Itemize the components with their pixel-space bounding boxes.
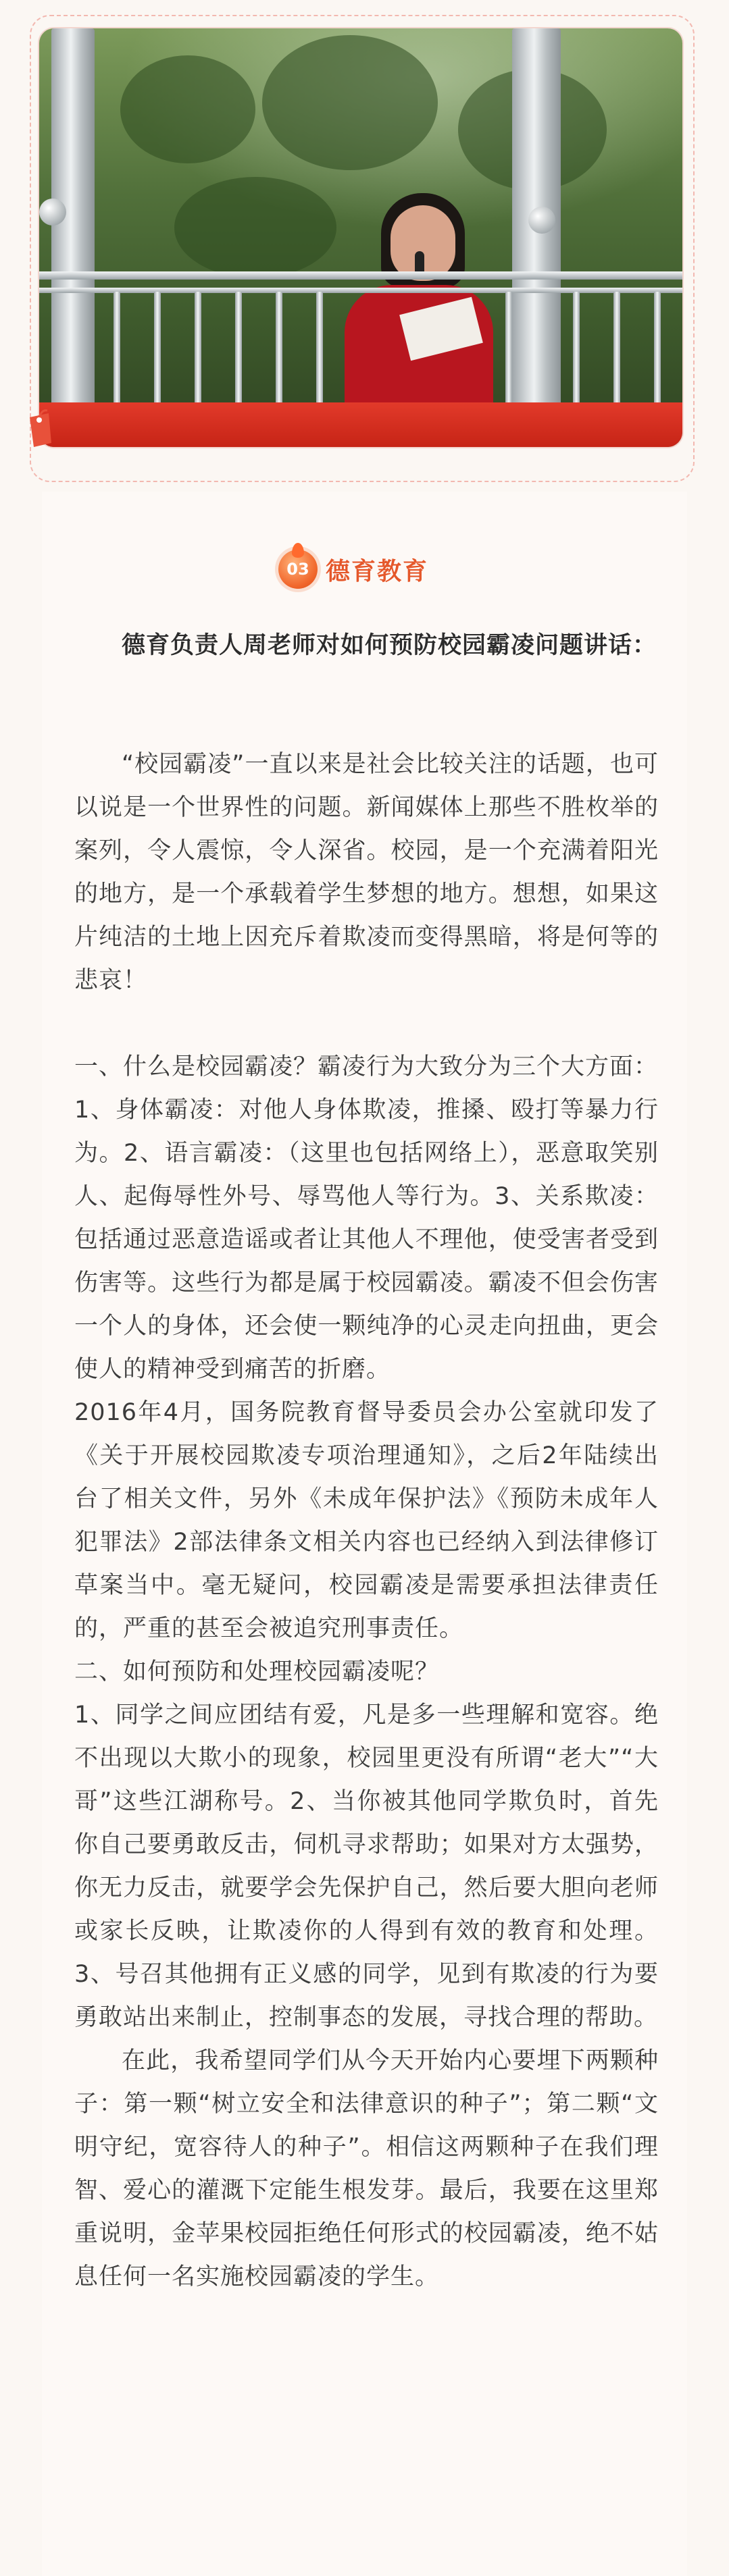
rail-knob xyxy=(39,199,66,226)
body-paragraph: 在此，我希望同学们从今天开始内心要埋下两颗种子：第一颗“树立安全和法律意识的种子”；第二颗“文明守纪，宽容待人的种子”。相信这两颗种子在我们理智、爱心的灌溉下定能生根发芽。最后，我要在这里郑重说明，金苹果校园拒绝任何形式的校园霸凌，绝不姑息任何一名实施校园霸凌的学生。 xyxy=(74,2047,659,2290)
tag-icon xyxy=(24,408,54,451)
body-paragraph: 1、身体霸凌：对他人身体欺凌，推搡、殴打等暴力行为。2、语言霸凌：（这里也包括网络上），恶意取笑别人、起侮辱性外号、辱骂他人等行为。3、关系欺凌：包括通过恶意造谣或者让其他人不理他，使受害者受到伤害等。这些行为都是属于校园霸凌。霸凌不但会伤害一个人的身体，还会使一颗纯净的心灵走向扭曲，更会使人的精神受到痛苦的折磨。 xyxy=(74,1097,659,1383)
article-headline: 德育负责人周老师对如何预防校园霸凌问题讲话： xyxy=(122,632,657,659)
stage-red-base xyxy=(39,402,682,447)
body-paragraph: 2016年4月，国务院教育督导委员会办公室就印发了《关于开展校园欺凌专项治理通知》，之后2年陆续出台了相关文件，另外《未成年保护法》《预防未成年人犯罪法》2部法律条文相关内容也已经纳入到法律修订草案当中。毫无疑问，校园霸凌是需要承担法律责任的，严重的甚至会被追究刑事责任。 xyxy=(74,1399,659,1642)
section-number: 03 xyxy=(278,550,318,589)
rail-knob xyxy=(528,207,555,234)
section-header xyxy=(278,546,428,593)
body-paragraph: “校园霸凌”一直以来是社会比较关注的话题，也可以说是一个世界性的问题。新闻媒体上那些不胜枚举的案列，令人震惊，令人深省。校园，是一个充满着阳光的地方，是一个承载着学生梦想的地方。想想，如果这片纯洁的土地上因充斥着欺凌而变得黑暗，将是何等的悲哀！ xyxy=(74,751,659,994)
photo-foliage xyxy=(120,55,255,163)
railing-top xyxy=(39,271,682,280)
body-paragraph: 1、同学之间应团结有爱，凡是多一些理解和宽容。绝不出现以大欺小的现象，校园里更没有所谓“老大”“大哥”这些江湖称号。2、当你被其他同学欺负时，首先你自己要勇敢反击，伺机寻求帮助；如果对方太强势，你无力反击，就要学会先保护自己，然后要大胆向老师或家长反映，让欺凌你的人得到有效的教育和处理。3、号召其他拥有正义感的同学，见到有欺凌的行为要勇敢站出来制止，控制事态的发展，寻找合理的帮助。 xyxy=(74,1702,659,2031)
body-paragraph: 二、如何预防和处理校园霸凌呢？ xyxy=(74,1658,440,1685)
speech-photo xyxy=(39,28,682,447)
section-number-badge xyxy=(278,550,318,589)
photo-foliage xyxy=(262,35,438,170)
photo-foliage xyxy=(174,177,336,278)
body-paragraph: 一、什么是校园霸凌？霸凌行为大致分为三个大方面： xyxy=(74,1053,659,1080)
section-title: 德育教育 xyxy=(326,557,429,585)
article-body xyxy=(74,743,659,2298)
railing-second xyxy=(39,288,682,293)
flame-icon xyxy=(292,543,304,558)
